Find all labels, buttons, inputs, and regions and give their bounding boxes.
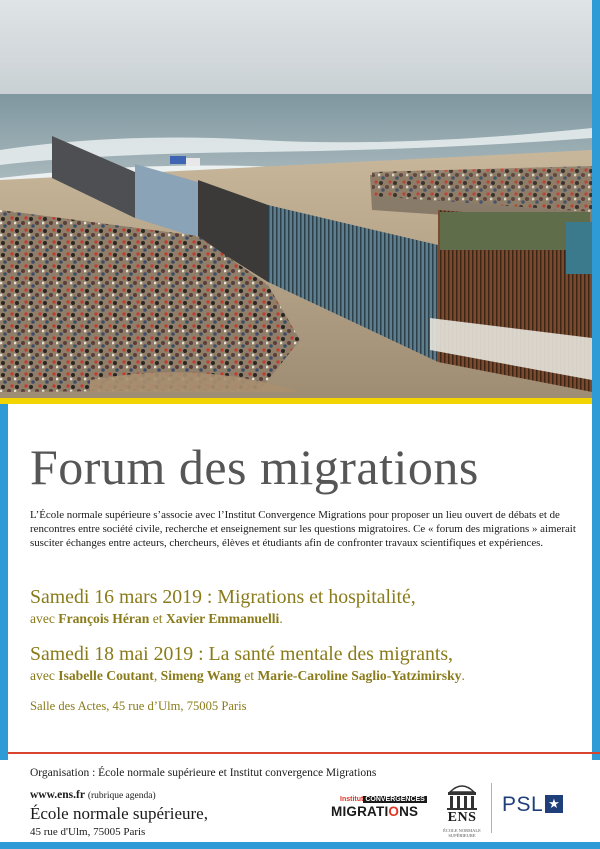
intro-paragraph: L’École normale supérieure s’associe avec l’Institut Convergence Migrations pour proposer un lieu ouvert de débats et de rencontres entre société civile, recherche et enseignement sur les questions migratoires. Ce « forum des migrations » aimerait susciter échanges entre acteurs, chercheurs, élèves et étudiants afin de confronter travaux scientifiques et expériences. [30, 509, 576, 549]
ens-subtitle-line-1: ÉCOLE NORMALE [443, 828, 481, 833]
organisation-line: Organisation : École normale supérieure et Institut convergence Migrations [30, 767, 377, 779]
ens-subtitle [438, 828, 486, 838]
event-1-speaker-2: Xavier Emmanuelli [165, 611, 280, 626]
ens-logo [438, 778, 486, 838]
header-photo [0, 0, 592, 398]
website-link[interactable]: www.ens.fr [30, 789, 85, 801]
border-wall-beach-illustration [0, 0, 592, 398]
website-line [30, 789, 156, 801]
frame-bottom-bar [0, 842, 600, 849]
logo-divider [491, 783, 492, 833]
ens-building-icon [438, 778, 486, 810]
event-2-speakers [30, 668, 465, 684]
frame-left-bar [0, 392, 8, 760]
school-name: École normale supérieure, [30, 804, 208, 823]
frame-right-bar [592, 0, 600, 760]
event-2-speaker-2: Simeng Wang [160, 668, 241, 683]
website-note: (rubrique agenda) [87, 791, 156, 801]
accent-bar [0, 398, 592, 404]
event-2-speaker-3: Marie-Caroline Saglio-Yatzimirsky [257, 668, 462, 683]
institut-convergences-migrations-logo [328, 795, 425, 825]
star-icon: ★ [545, 795, 563, 813]
page-title: Forum des migrations [30, 439, 479, 495]
school-address: 45 rue d'Ulm, 75005 Paris [30, 826, 146, 838]
venue: Salle des Actes, 45 rue d’Ulm, 75005 Paris [30, 699, 247, 713]
event-1-speaker-1: François Héran [58, 611, 150, 626]
ens-wordmark: ENS [447, 810, 477, 825]
icm-logo-convergences: CONVERGENCES [365, 796, 425, 803]
icm-logo-wordmark [331, 804, 418, 819]
divider-line [8, 752, 600, 754]
event-1-title: Samedi 16 mars 2019 : Migrations et hospitalité, [30, 586, 416, 608]
icm-logo-part-b: NS [399, 804, 419, 819]
psl-wordmark: PSL [502, 793, 544, 816]
event-1-speakers [30, 611, 283, 627]
ens-subtitle-line-2: SUPÉRIEURE [448, 833, 476, 838]
event-2-title: Samedi 18 mai 2019 : La santé mentale des migrants, [30, 643, 453, 665]
psl-logo [502, 793, 563, 817]
event-1-end: . [279, 611, 283, 626]
event-2-with-prefix: avec [30, 668, 59, 683]
icm-logo-part-o: O [388, 804, 400, 819]
icm-logo-top [340, 796, 427, 803]
icm-logo-part-a: MIGRATI [331, 804, 389, 819]
event-1-with-prefix: avec [30, 611, 59, 626]
event-2-end: . [461, 668, 465, 683]
event-2-separator-2: et [240, 668, 258, 683]
event-1-separator-1: et [149, 611, 166, 626]
icm-logo-institut: Institut [340, 796, 364, 803]
event-2-speaker-1: Isabelle Coutant [58, 668, 154, 683]
event-2-separator-1: , [153, 668, 161, 683]
